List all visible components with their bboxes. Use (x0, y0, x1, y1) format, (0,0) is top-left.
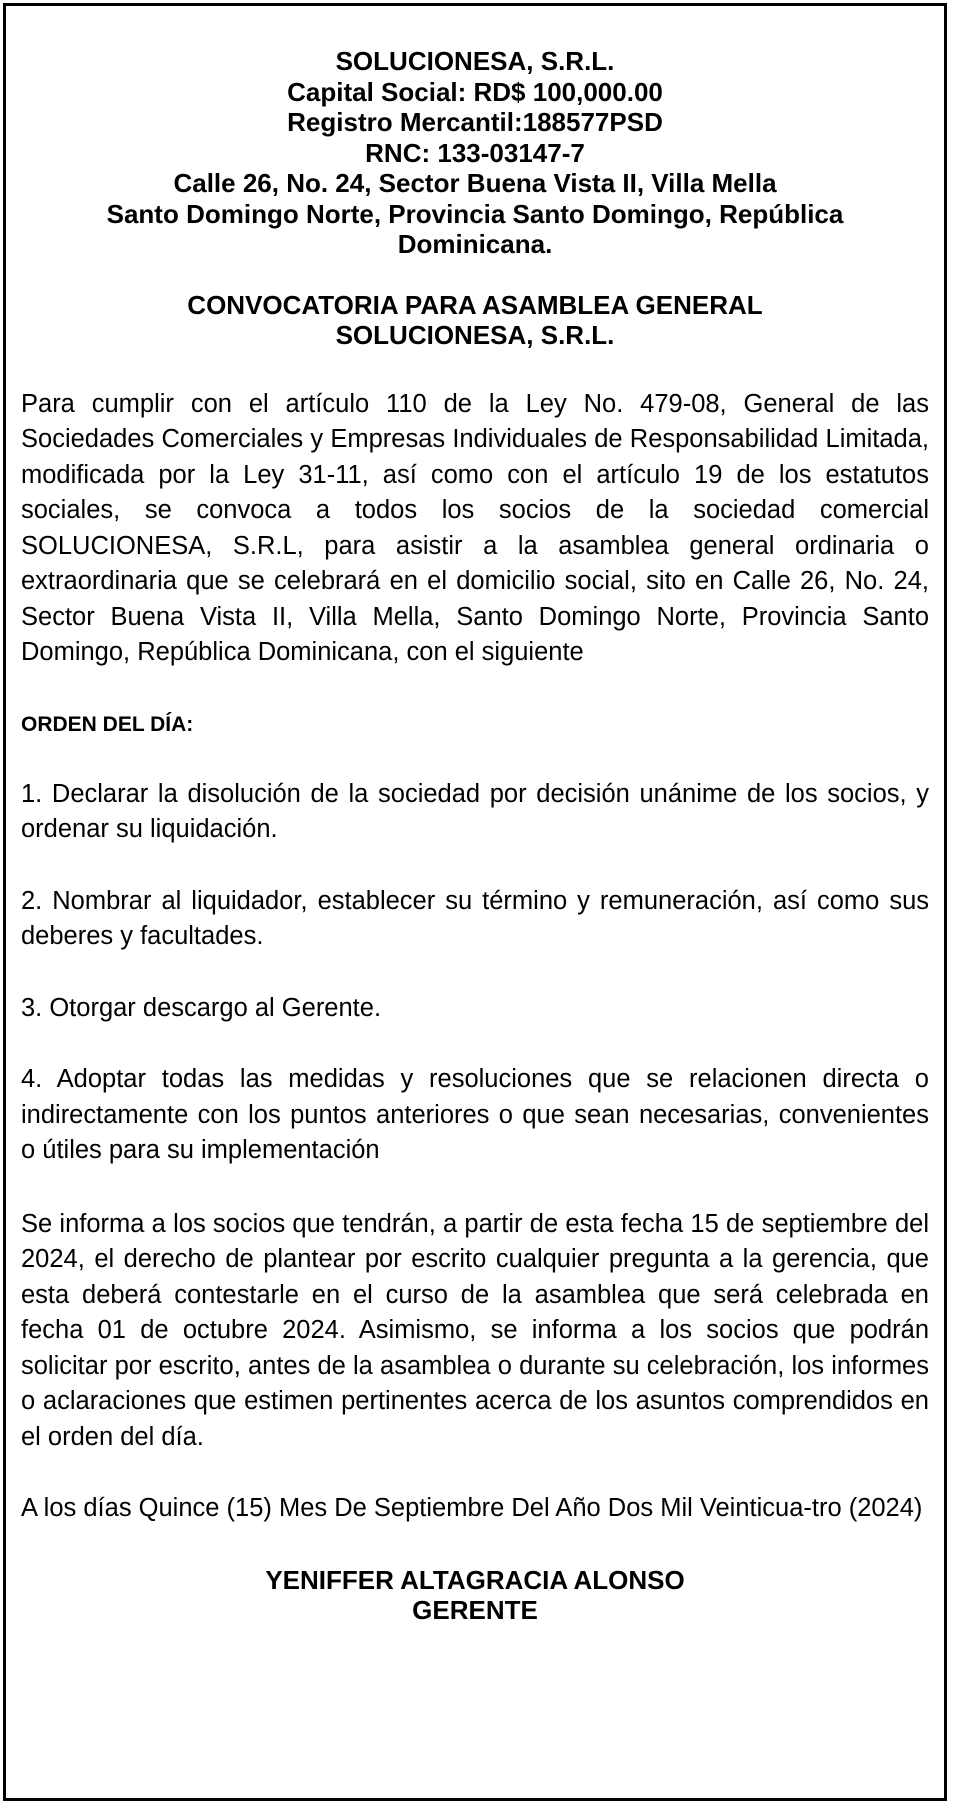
signatory-role: GERENTE (412, 1595, 538, 1625)
company-rnc: RNC: 133-03147-7 (365, 137, 585, 168)
company-header (65, 46, 885, 260)
date-line: A los días Quince (15) Mes De Septiembre Del Año Dos Mil Veinticua-tro (2024) (21, 1494, 923, 1522)
agenda-item-1: 1. Declarar la disolución de la sociedad por decisión unánime de los socios, y ordenar su liquidación. (21, 779, 929, 843)
company-address-line2: Santo Domingo Norte, Provincia Santo Domingo, República Dominicana. (106, 198, 844, 259)
agenda-heading: ORDEN DEL DÍA: (21, 712, 194, 736)
company-capital: Capital Social: RD$ 100,000.00 (287, 76, 663, 107)
notice-title (21, 290, 929, 351)
signatory-name: YENIFFER ALTAGRACIA ALONSO (265, 1564, 685, 1595)
notice-content (21, 46, 929, 1626)
notice-title-line1: CONVOCATORIA PARA ASAMBLEA GENERAL (187, 289, 763, 320)
company-address-line1: Calle 26, No. 24, Sector Buena Vista II, Villa Mella (173, 168, 777, 198)
agenda-item-2: 2. Nombrar al liquidador, establecer su término y remuneración, así como sus deberes y facultades. (21, 886, 929, 950)
information-paragraph: Se informa a los socios que tendrán, a partir de esta fecha 15 de septiembre del 2024, el derecho de plantear por escrito cualquier pregunta a la gerencia, que esta deberá contestarle en el curso de la asamblea que será celebrada en fecha 01 de octubre 2024. Asimismo, se informa a los socios que podrán solicitar por escrito, antes de la asamblea o durante su celebración, los informes o aclaraciones que estimen pertinentes acerca de los asuntos comprendidos en el orden del día. (21, 1209, 929, 1451)
company-registry: Registro Mercantil:188577PSD (287, 107, 663, 137)
agenda-item-3: 3. Otorgar descargo al Gerente. (21, 993, 382, 1022)
company-name: SOLUCIONESA, S.R.L. (335, 46, 615, 76)
agenda-item-4: 4. Adoptar todas las medidas y resoluciones que se relacionen directa o indirectamente con los puntos anteriores o que sean necesarias, convenientes o útiles para su implementación (21, 1065, 929, 1164)
notice-title-line2: SOLUCIONESA, S.R.L. (335, 320, 615, 350)
intro-paragraph: Para cumplir con el artículo 110 de la Ley No. 479-08, General de las Sociedades Comerciales y Empresas Individuales de Responsabilidad Limitada, modificada por la Ley 31-11, así como con el artículo 19 de los estatutos sociales, se convoca a todos los socios de la sociedad comercial SOLUCIONESA, S.R.L, para asistir a la asamblea general ordinaria o extraordinaria que se celebrará en el domicilio social, sito en Calle 26, No. 24, Sector Buena Vista II, Villa Mella, Santo Domingo Norte, Provincia Santo Domingo, República Dominicana, con el siguiente (21, 389, 929, 666)
signature-block (21, 1565, 929, 1626)
